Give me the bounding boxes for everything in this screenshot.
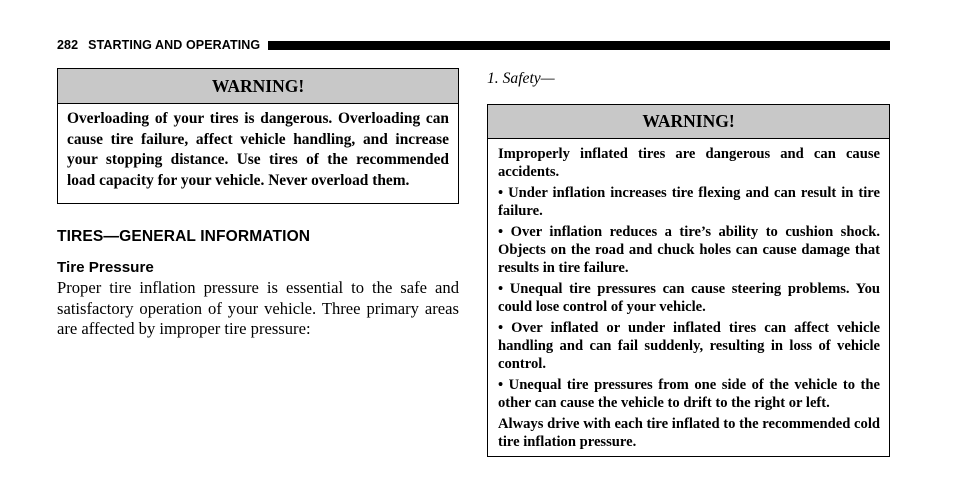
section-name: STARTING AND OPERATING [88, 38, 261, 52]
section-title: TIRES—GENERAL INFORMATION [57, 228, 311, 245]
header-rule [268, 41, 890, 50]
warning-bullet: • Over inflation reduces a tire’s ability to cushion shock. Objects on the road and chuck holes can cause damage that results in tire failure. [498, 223, 880, 277]
right-column [487, 68, 890, 457]
inflation-warning-box [487, 104, 890, 457]
warning-bullet: • Unequal tire pressures can cause steering problems. You could lose control of your vehicle. [498, 280, 880, 316]
warning-title: WARNING! [488, 105, 889, 139]
overload-warning-box [57, 68, 459, 204]
warning-text: Overloading of your tires is dangerous. Overloading can cause tire failure, affect vehicle handling, and increase your stopping distance. Use tires of the recommended load capacity for your vehicle. Never overload them. [67, 110, 449, 189]
header-text [57, 38, 260, 52]
warning-bullet: • Unequal tire pressures from one side of the vehicle to the other can cause the vehicle to drift to the right or left. [498, 376, 880, 412]
warning-bullet: • Over inflated or under inflated tires can affect vehicle handling and can fail suddenly, resulting in loss of vehicle control. [498, 319, 880, 373]
subsection-title: Tire Pressure [57, 259, 154, 276]
page-header [57, 38, 890, 52]
warning-paragraph: Always drive with each tire inflated to the recommended cold tire inflation pressure. [498, 416, 880, 450]
page-number: 282 [57, 38, 79, 52]
list-item-label: 1. Safety— [487, 70, 555, 87]
warning-body [488, 139, 889, 456]
body-paragraph: Proper tire inflation pressure is essential to the safe and satisfactory operation of your vehicle. Three primary areas are affected by improper tire pressure: [57, 278, 459, 338]
warning-title: WARNING! [58, 69, 458, 104]
warning-bullet: • Under inflation increases tire flexing and can result in tire failure. [498, 184, 880, 220]
left-column [57, 68, 459, 340]
warning-paragraph: Improperly inflated tires are dangerous and can cause accidents. [498, 146, 880, 180]
